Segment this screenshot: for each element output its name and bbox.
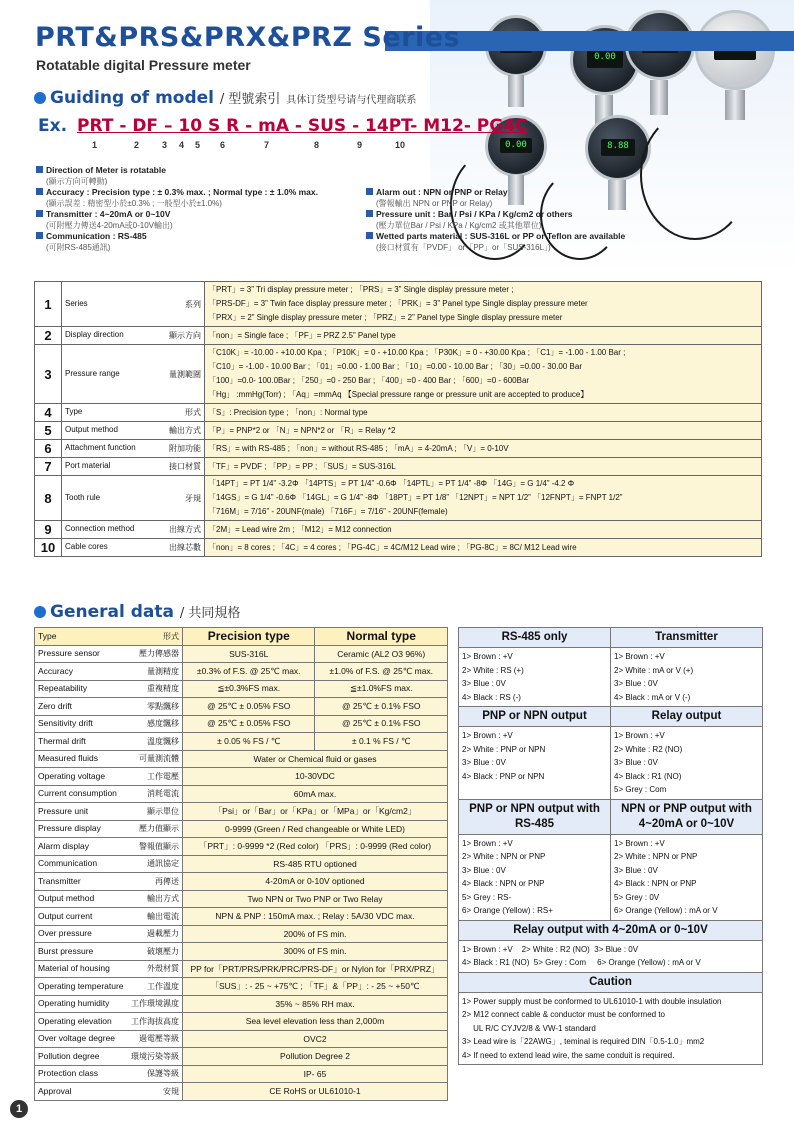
spec-value: IP- 65: [183, 1065, 448, 1083]
spec-value: @ 25℃ ± 0.05% FSO: [183, 698, 315, 716]
table-row: [35, 645, 448, 663]
spec-name: Operating humidity 工作環境濕度: [35, 995, 183, 1013]
row-number: 4: [35, 404, 62, 422]
spec-name: Current consumption 消耗電流: [35, 785, 183, 803]
table-row: [35, 873, 448, 891]
row-name: Port material 接口材質: [62, 458, 205, 476]
table-row: [35, 855, 448, 873]
row-options: 「S」: Precision type ; 「non」: Normal type: [205, 404, 762, 422]
spec-value: 0-9999 (Green / Red changeable or White LED): [183, 820, 448, 838]
table-row: [35, 803, 448, 821]
table-row: [35, 733, 448, 751]
spec-value: OVC2: [183, 1030, 448, 1048]
spec-value: 10-30VDC: [183, 768, 448, 786]
bullet-icon: [34, 92, 46, 104]
row-name: Type 形式: [62, 404, 205, 422]
row-options: 「RS」= with RS-485 ; 「non」= without RS-485 ; 「mA」= 4-20mA ; 「V」= 0-10V: [205, 440, 762, 458]
table-row: [35, 978, 448, 996]
table-row: [35, 750, 448, 768]
wiring-list: 1> Brown : +V 2> White : R2 (NO) 3> Blue : 0V 4> Black : R1 (NO) 5> Grey : Com: [611, 727, 763, 800]
table-row: [35, 440, 762, 458]
table-row: [35, 345, 762, 404]
spec-name: Transmitter 再傳送: [35, 873, 183, 891]
spec-value: ≦±1.0%FS max.: [315, 680, 448, 698]
table-row: [35, 282, 762, 327]
table-row: [35, 327, 762, 345]
row-options: 「TF」= PVDF ; 「PP」= PP ; 「SUS」= SUS-316L: [205, 458, 762, 476]
row-name: Pressure range 量測範圍: [62, 345, 205, 404]
table-row: [35, 785, 448, 803]
spec-value: Two NPN or Two PNP or Two Relay: [183, 890, 448, 908]
guiding-heading: Guiding of model / 型號索引 具体订货型号请与代理商联系: [34, 88, 416, 108]
spec-value: @ 25℃ ± 0.1% FSO: [315, 715, 448, 733]
table-row: [35, 680, 448, 698]
spec-value: 4-20mA or 0-10V optioned: [183, 873, 448, 891]
table-row: [35, 1083, 448, 1101]
table-row: [35, 960, 448, 978]
spec-value: Sea level elevation less than 2,000m: [183, 1013, 448, 1031]
model-example: Ex. PRT - DF – 10 S R - mA - SUS - 14PT- M12- PG4C: [38, 116, 528, 136]
row-number: 7: [35, 458, 62, 476]
table-row: [35, 925, 448, 943]
spec-name: Protection class 保護等級: [35, 1065, 183, 1083]
spec-value: CE RoHS or UL61010-1: [183, 1083, 448, 1101]
wiring-heading: NPN or PNP output with 4~20mA or 0~10V: [611, 799, 763, 834]
model-code: PRT - DF – 10 S R - mA - SUS - 14PT- M12- PG4C: [77, 116, 528, 136]
row-number: 5: [35, 422, 62, 440]
spec-value: 35% ~ 85% RH max.: [183, 995, 448, 1013]
row-number: 1: [35, 282, 62, 327]
spec-value: 「PRT」: 0-9999 *2 (Red color) 「PRS」: 0-9999 (Red color): [183, 838, 448, 856]
spec-name: Repeatability 重複精度: [35, 680, 183, 698]
wiring-list: 1> Brown : +V 2> White : mA or V (+) 3> Blue : 0V 4> Black : mA or V (-): [611, 648, 763, 707]
spec-value: 300% of FS min.: [183, 943, 448, 961]
table-row: [35, 1013, 448, 1031]
wiring-heading: PNP or NPN output with RS-485: [459, 799, 611, 834]
spec-name: Accuracy 量測精度: [35, 663, 183, 681]
spec-value: @ 25℃ ± 0.1% FSO: [315, 698, 448, 716]
caution-list: 1> Power supply must be conformed to UL61010-1 with double insulation 2> M12 connect cable & conductor must be conformed to UL R/C CYJV2/8 & VW-1 standard 3> Lead wire is「22AWG」, teminal is required DIN「0.5-1.0」mm2 4> If need to extend lead wire, the same conduit is required.: [459, 992, 763, 1065]
spec-name: Alarm display 警報值顯示: [35, 838, 183, 856]
wiring-list: 1> Brown : +V 2> White : NPN or PNP 3> Blue : 0V 4> Black : NPN or PNP 5> Grey : 0V 6> Orange (Yellow) : mA or V: [611, 834, 763, 920]
spec-value: @ 25℃ ± 0.05% FSO: [183, 715, 315, 733]
spec-value: 60mA max.: [183, 785, 448, 803]
spec-value: Water or Chemical fluid or gases: [183, 750, 448, 768]
row-name: Attachment function 附加功能: [62, 440, 205, 458]
bullet-icon: [34, 606, 46, 618]
spec-name: Pressure sensor 壓力傳感器: [35, 645, 183, 663]
spec-name: Pressure unit 顯示單位: [35, 803, 183, 821]
feature-notes-left: Direction of Meter is rotatable (顯示方向可轉動) Accuracy : Precision type : ± 0.3% max. ; Normal type : ± 1.0% max. (顯示誤差 : 精密型小於±0.3% ; 一般型小於±1.0%) Transmitter : 4~20mA or 0~10V (可附壓力傳送4-20mA或0-10V輸出) Communication : RS-485 (可附RS-485通訊): [36, 165, 366, 253]
spec-value: ±0.3% of F.S. @ 25℃ max.: [183, 663, 315, 681]
spec-name: Over voltage degree 過電壓等級: [35, 1030, 183, 1048]
wiring-heading: PNP or NPN output: [459, 707, 611, 727]
feature-notes-right: Alarm out : NPN or PNP or Relay (警報輸出 NPN or PNP or Relay) Pressure unit : Bar / Psi / KPa / Kg/cm2 or others (壓力單位Bar / Psi / KPa / Kg/cm2 或其他單位) Wetted parts material : SUS-316L or PP or Teflon are available (接口材質有「PVDF」 or「PP」or「SUS-316L」): [366, 187, 666, 253]
row-name: Cable cores 出線芯數: [62, 539, 205, 557]
spec-name: Burst pressure 破壞壓力: [35, 943, 183, 961]
general-data-table: [34, 627, 448, 1101]
row-options: 「P」= PNP*2 or 「N」= NPN*2 or 「R」= Relay *2: [205, 422, 762, 440]
wiring-table: [458, 627, 763, 1065]
wiring-list: 1> Brown : +V 2> White : R2 (NO) 3> Blue : 0V 4> Black : R1 (NO) 5> Grey : Com 6> Orange (Yellow) : mA or V: [459, 940, 763, 972]
row-number: 3: [35, 345, 62, 404]
row-options: 「non」= Single face ; 「PF」= PRZ 2.5” Panel type: [205, 327, 762, 345]
spec-name: Sensitivity drift 感度飄移: [35, 715, 183, 733]
row-options: 「PRT」= 3” Tri display pressure meter ; 「PRS」= 3” Single display pressure meter ; 「PRS-DF」= 3” Twin face display pressure meter ; 「PRK」= 3” Panel type Single display pressure meter 「PRX」= 2” Single display pressure meter ; 「PRZ」= 2” Panel type Single display pressure meter: [205, 282, 762, 327]
table-row: [35, 1048, 448, 1066]
wiring-list: 1> Brown : +V 2> White : PNP or NPN 3> Blue : 0V 4> Black : PNP or NPN: [459, 727, 611, 800]
table-row: [35, 838, 448, 856]
row-number: 10: [35, 539, 62, 557]
spec-value: PP for「PRT/PRS/PRK/PRC/PRS-DF」or Nylon for「PRX/PRZ」: [183, 960, 448, 978]
table-row: [35, 476, 762, 521]
row-number: 2: [35, 327, 62, 345]
table-row: [35, 422, 762, 440]
gauge-image: 8.88: [585, 115, 651, 181]
table-row: [35, 663, 448, 681]
table-row: [35, 1065, 448, 1083]
spec-name: Output method 輸出方式: [35, 890, 183, 908]
table-row: [35, 890, 448, 908]
wiring-list: 1> Brown : +V 2> White : RS (+) 3> Blue : 0V 4> Black : RS (-): [459, 648, 611, 707]
spec-value: 200% of FS min.: [183, 925, 448, 943]
spec-value: RS-485 RTU optioned: [183, 855, 448, 873]
table-row: [35, 404, 762, 422]
table-header-row: Type 形式 Precision type Normal type: [35, 628, 448, 646]
table-row: [35, 521, 762, 539]
spec-name: Output current 輸出電流: [35, 908, 183, 926]
spec-value: NPN & PNP : 150mA max. ; Relay : 5A/30 VDC max.: [183, 908, 448, 926]
wiring-list: 1> Brown : +V 2> White : NPN or PNP 3> Blue : 0V 4> Black : NPN or PNP 5> Grey : RS- 6> Orange (Yellow) : RS+: [459, 834, 611, 920]
row-options: 「14PT」= PT 1/4” -3.2Φ 「14PTS」= PT 1/4” -0.6Φ 「14PTL」= PT 1/4” -8Φ 「14G」= G 1/4” -4.2 Φ 「14GS」= G 1/4” -0.6Φ 「14GL」= G 1/4” -8Φ 「18PT」= PT 1/8” 「12NPT」= NPT 1/2” 「12FNPT」= FNPT 1/2” 「716M」= 7/16” - 20UNF(male) 「716F」= 7/16” - 20UNF(female): [205, 476, 762, 521]
row-name: Connection method 出線方式: [62, 521, 205, 539]
row-number: 6: [35, 440, 62, 458]
spec-name: Operating elevation 工作海拔高度: [35, 1013, 183, 1031]
spec-name: Approval 安規: [35, 1083, 183, 1101]
row-name: Tooth rule 牙規: [62, 476, 205, 521]
spec-value: Pollution Degree 2: [183, 1048, 448, 1066]
table-row: [35, 458, 762, 476]
page-title: PRT&PRS&PRX&PRZ Series: [35, 22, 461, 53]
spec-name: Thermal drift 溫度飄移: [35, 733, 183, 751]
row-options: 「C10K」= -10.00 - +10.00 Kpa ; 「P10K」= 0 - +10.00 Kpa ; 「P30K」= 0 - +30.00 Kpa ; 「C1」= -1.00 - 1.00 Bar ; 「C10」= -1.00 - 10.00 Bar ; 「01」=0.00 - 1.00 Bar ; 「10」=0.00 - 10.00 Bar ; 「30」=0.00 - 30.00 Bar 「100」=0.0- 100.0Bar ; 「250」=0 - 250 Bar ; 「400」=0 - 400 Bar ; 「600」=0 - 600Bar 「Hg」 :mmHg(Torr) ; 「Aq」=mmAq 【Special pressure range or pressure unit are accepted to produce】: [205, 345, 762, 404]
table-row: [35, 820, 448, 838]
row-options: 「2M」= Lead wire 2m ; 「M12」= M12 connection: [205, 521, 762, 539]
spec-value: ± 0.05 % FS / ℃: [183, 733, 315, 751]
spec-value: ±1.0% of F.S. @ 25℃ max.: [315, 663, 448, 681]
spec-name: Material of housing 外殼材質: [35, 960, 183, 978]
caution-heading: Caution: [459, 972, 763, 992]
spec-name: Measured fluids 可量測流體: [35, 750, 183, 768]
spec-name: Zero drift 零點飄移: [35, 698, 183, 716]
spec-name: Operating voltage 工作電壓: [35, 768, 183, 786]
table-row: [35, 539, 762, 557]
table-row: [35, 715, 448, 733]
table-row: [35, 1030, 448, 1048]
page-subtitle: Rotatable digital Pressure meter: [36, 57, 251, 73]
row-options: 「non」= 8 cores ; 「4C」= 4 cores ; 「PG-4C」= 4C/M12 Lead wire ; 「PG-8C」= 8C/ M12 Lead wire: [205, 539, 762, 557]
row-name: Display direction 顯示方向: [62, 327, 205, 345]
wiring-heading: Transmitter: [611, 628, 763, 648]
spec-name: Communication 通訊協定: [35, 855, 183, 873]
page-number: 1: [10, 1100, 28, 1118]
row-number: 9: [35, 521, 62, 539]
spec-value: 「Psi」or「Bar」or「KPa」or「MPa」or「Kg/cm2」: [183, 803, 448, 821]
row-name: Series 系列: [62, 282, 205, 327]
spec-value: Ceramic (AL2 O3 96%): [315, 645, 448, 663]
general-data-heading: General data / 共同規格: [34, 602, 240, 622]
spec-name: Pollution degree 環境污染等級: [35, 1048, 183, 1066]
gauge-image: 0.00: [570, 25, 640, 95]
gauge-image: 0.00: [485, 115, 547, 177]
spec-value: 「SUS」: - 25 ~ +75℃ ; 「TF」&「PP」: - 25 ~ +50℃: [183, 978, 448, 996]
table-row: [35, 943, 448, 961]
spec-value: ± 0.1 % FS / ℃: [315, 733, 448, 751]
spec-name: Operating temperature 工作溫度: [35, 978, 183, 996]
spec-value: SUS-316L: [183, 645, 315, 663]
table-row: [35, 908, 448, 926]
model-table: [34, 281, 762, 557]
spec-value: ≦±0.3%FS max.: [183, 680, 315, 698]
table-row: [35, 768, 448, 786]
row-name: Output method 輸出方式: [62, 422, 205, 440]
wiring-heading: Relay output with 4~20mA or 0~10V: [459, 920, 763, 940]
spec-name: Pressure display 壓力值顯示: [35, 820, 183, 838]
row-number: 8: [35, 476, 62, 521]
wiring-heading: Relay output: [611, 707, 763, 727]
spec-name: Over pressure 過載壓力: [35, 925, 183, 943]
table-row: [35, 995, 448, 1013]
wiring-heading: RS-485 only: [459, 628, 611, 648]
table-row: [35, 698, 448, 716]
